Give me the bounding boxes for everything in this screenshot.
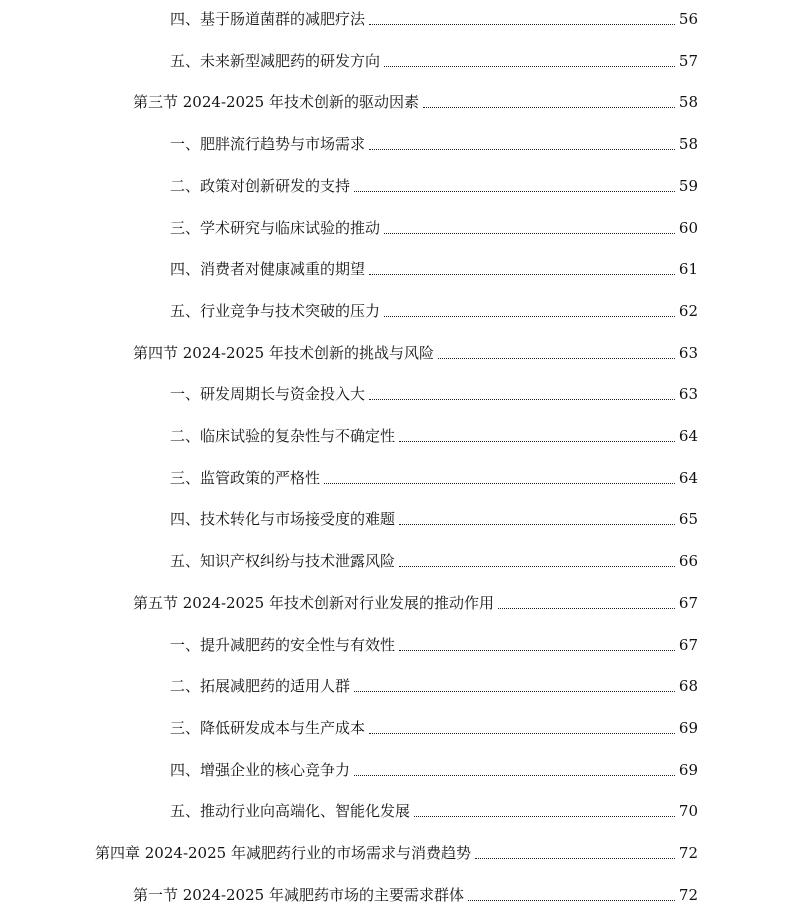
toc-entry-page-number: 58 — [678, 135, 698, 154]
toc-entry-title: 第四章 2024-2025 年减肥药行业的市场需求与消费趋势 — [95, 844, 471, 862]
dot-leader — [369, 149, 675, 150]
toc-entry-title: 第五节 2024-2025 年技术创新对行业发展的推动作用 — [133, 593, 494, 612]
toc-entry-title: 四、增强企业的核心竞争力 — [170, 760, 351, 779]
toc-entry-title: 二、临床试验的复杂性与不确定性 — [170, 427, 396, 445]
toc-entry-title: 五、知识产权纠纷与技术泄露风险 — [170, 552, 396, 571]
toc-entry-page-number: 72 — [678, 844, 698, 862]
toc-entry-title: 五、未来新型减肥药的研发方向 — [170, 51, 381, 70]
toc-entry[interactable] — [95, 838, 698, 862]
dot-leader — [369, 399, 675, 400]
toc-entry[interactable] — [170, 463, 698, 487]
toc-entry-title: 四、消费者对健康减重的期望 — [170, 260, 366, 279]
toc-entry[interactable] — [133, 338, 698, 362]
toc-entry[interactable] — [170, 213, 698, 237]
toc-entry[interactable] — [170, 671, 698, 695]
toc-entry[interactable] — [170, 379, 698, 403]
toc-entry[interactable] — [170, 630, 698, 654]
toc-entry-page-number: 69 — [678, 760, 698, 779]
dot-leader — [399, 441, 675, 442]
toc-entry[interactable] — [170, 546, 698, 570]
toc-entry-page-number: 64 — [678, 468, 698, 487]
dot-leader — [354, 775, 675, 776]
toc-entry[interactable] — [170, 296, 698, 320]
toc-entry-title: 三、监管政策的严格性 — [170, 468, 321, 487]
toc-entry-title: 二、拓展减肥药的适用人群 — [170, 677, 351, 696]
toc-entry-page-number: 63 — [678, 343, 698, 362]
toc-entry-page-number: 69 — [678, 718, 698, 737]
toc-entry[interactable] — [170, 504, 698, 528]
dot-leader — [354, 691, 675, 692]
toc-entry[interactable] — [133, 87, 698, 111]
toc-entry-page-number: 66 — [678, 552, 698, 571]
toc-entry-page-number: 67 — [678, 635, 698, 654]
dot-leader — [438, 358, 675, 359]
toc-entry[interactable] — [133, 588, 698, 612]
toc-entry-page-number: 63 — [678, 385, 698, 404]
toc-entry[interactable] — [170, 755, 698, 779]
dot-leader — [423, 107, 675, 108]
toc-entry-title: 一、研发周期长与资金投入大 — [170, 385, 366, 404]
toc-entry[interactable] — [170, 46, 698, 70]
dot-leader — [384, 233, 675, 234]
toc-entry[interactable] — [170, 254, 698, 278]
toc-entry-page-number: 72 — [678, 885, 698, 904]
toc-entry-page-number: 62 — [678, 301, 698, 320]
toc-entry-title: 五、推动行业向高端化、智能化发展 — [170, 802, 411, 821]
toc-entry-page-number: 56 — [678, 10, 698, 28]
toc-entry[interactable] — [170, 421, 698, 445]
toc-entry-title: 第一节 2024-2025 年减肥药市场的主要需求群体 — [133, 885, 464, 904]
toc-entry-title: 第四节 2024-2025 年技术创新的挑战与风险 — [133, 343, 434, 362]
dot-leader — [399, 650, 675, 651]
toc-entry[interactable] — [170, 713, 698, 737]
toc-entry-page-number: 65 — [678, 510, 698, 529]
toc-entry-title: 三、学术研究与临床试验的推动 — [170, 218, 381, 237]
toc-entry-title: 第三节 2024-2025 年技术创新的驱动因素 — [133, 93, 419, 112]
toc-entry-page-number: 64 — [678, 427, 698, 445]
dot-leader — [468, 900, 675, 901]
toc-entry[interactable] — [170, 129, 698, 153]
toc-entry-title: 一、肥胖流行趋势与市场需求 — [170, 135, 366, 154]
dot-leader — [369, 733, 675, 734]
dot-leader — [369, 274, 675, 275]
toc-entry-title: 四、基于肠道菌群的减肥疗法 — [170, 10, 366, 28]
toc-entry-page-number: 68 — [678, 677, 698, 696]
dot-leader — [414, 816, 675, 817]
dot-leader — [498, 608, 675, 609]
dot-leader — [399, 566, 675, 567]
dot-leader — [324, 483, 675, 484]
toc-entry-page-number: 58 — [678, 93, 698, 112]
dot-leader — [354, 191, 675, 192]
toc-entry-page-number: 67 — [678, 593, 698, 612]
dot-leader — [369, 24, 675, 25]
toc-entry-page-number: 61 — [678, 260, 698, 279]
toc-entry[interactable] — [170, 171, 698, 195]
toc-entry-page-number: 60 — [678, 218, 698, 237]
toc-entry-title: 二、政策对创新研发的支持 — [170, 176, 351, 195]
dot-leader — [475, 858, 675, 859]
toc-entry-page-number: 57 — [678, 51, 698, 70]
toc-entry-page-number: 70 — [678, 802, 698, 821]
toc-entry[interactable] — [170, 796, 698, 820]
toc-entry-title: 三、降低研发成本与生产成本 — [170, 718, 366, 737]
toc-entry[interactable] — [133, 880, 698, 904]
dot-leader — [384, 316, 675, 317]
dot-leader — [384, 66, 675, 67]
toc-entry-title: 一、提升减肥药的安全性与有效性 — [170, 635, 396, 654]
toc-entry[interactable] — [170, 4, 698, 28]
toc-entry-title: 五、行业竞争与技术突破的压力 — [170, 301, 381, 320]
toc-entry-page-number: 59 — [678, 176, 698, 195]
dot-leader — [399, 524, 675, 525]
toc-entry-title: 四、技术转化与市场接受度的难题 — [170, 510, 396, 529]
